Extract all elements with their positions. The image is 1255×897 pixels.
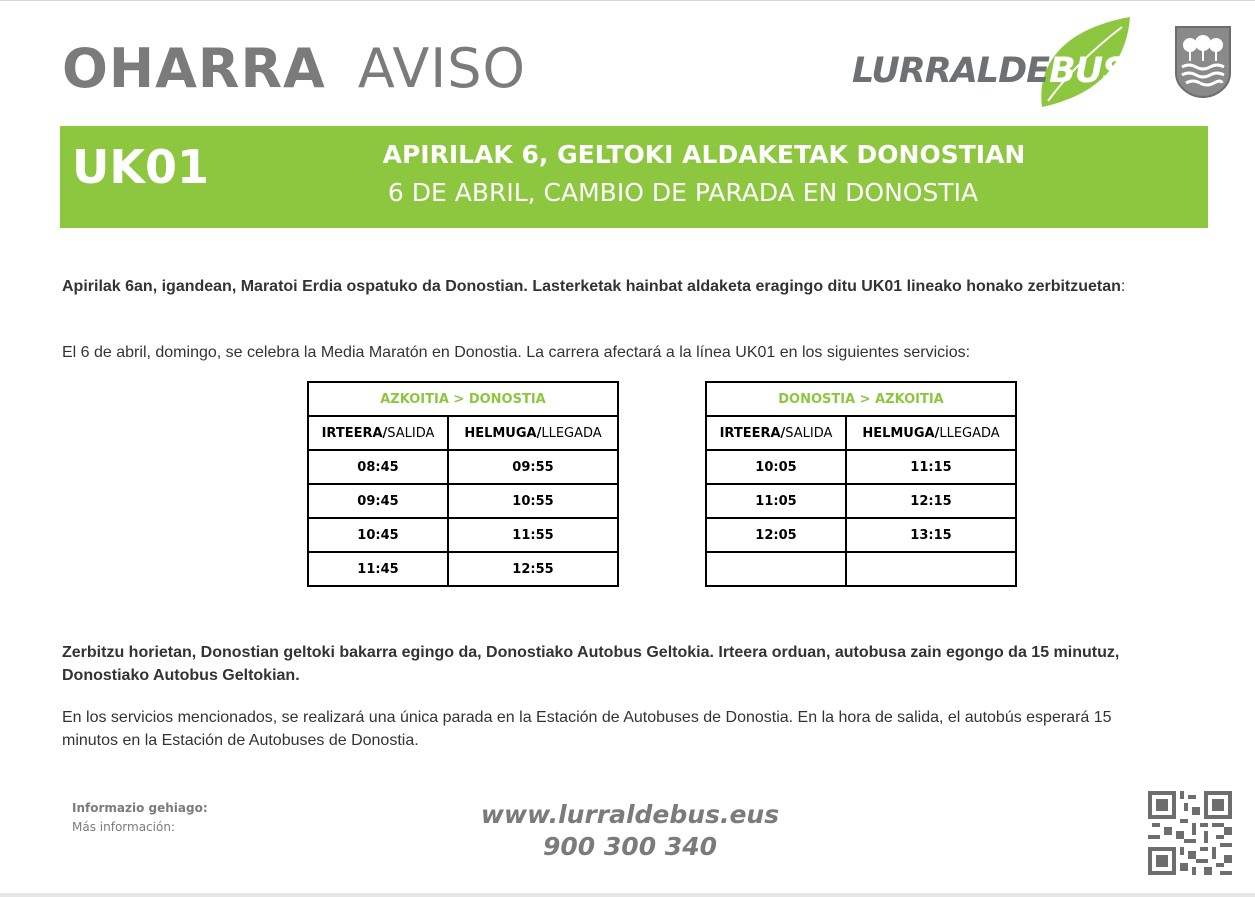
departure-time: 11:05 [706, 484, 846, 518]
qr-code-icon[interactable] [1148, 791, 1232, 875]
title-basque: OHARRA [62, 37, 326, 100]
table-row [308, 518, 618, 552]
arrival-time: 12:15 [846, 484, 1016, 518]
banner-title-spanish: 6 DE ABRIL, CAMBIO DE PARADA EN DONOSTIA [387, 178, 979, 207]
table-row [308, 552, 618, 586]
arrival-time: 09:55 [448, 450, 618, 484]
column-header-departure: IRTEERA/SALIDA [706, 416, 846, 450]
table-row [706, 518, 1016, 552]
departure-time: 09:45 [308, 484, 448, 518]
more-info-basque: Informazio gehiago: [72, 801, 208, 815]
page-title [62, 37, 526, 100]
departure-time [706, 552, 846, 586]
arrival-time: 11:55 [448, 518, 618, 552]
schedule-table-donostia-azkoitia [705, 381, 1017, 587]
column-header-arrival: HELMUGA/LLEGADA [846, 416, 1016, 450]
logo-text-main: LURRALDE [852, 51, 1050, 91]
phone-number[interactable]: 900 300 340 [543, 832, 717, 861]
departure-time: 08:45 [308, 450, 448, 484]
table-row [706, 484, 1016, 518]
departure-time: 11:45 [308, 552, 448, 586]
arrival-time: 10:55 [448, 484, 618, 518]
table-row [706, 450, 1016, 484]
lurraldebus-logo [852, 15, 1132, 109]
more-info-label [72, 799, 208, 837]
intro-basque [62, 275, 1157, 298]
route-header: DONOSTIA > AZKOITIA [706, 382, 1016, 416]
contact-block [480, 799, 780, 863]
arrival-time: 11:15 [846, 450, 1016, 484]
arrival-time: 12:55 [448, 552, 618, 586]
line-code: UK01 [72, 140, 210, 194]
column-header-arrival: HELMUGA/LLEGADA [448, 416, 618, 450]
arrival-time [846, 552, 1016, 586]
intro-basque-colon: : [1120, 278, 1126, 295]
title-spanish: AVISO [357, 37, 526, 100]
more-info-spanish: Más información: [72, 820, 175, 834]
departure-time: 10:05 [706, 450, 846, 484]
notice-basque: Zerbitzu horietan, Donostian geltoki bakarra egingo da, Donostiako Autobus Geltokia. Irteera orduan, autobusa zain egongo da 15 minutuz, Donostiako Autobus Geltokian. [62, 644, 1120, 684]
column-header-departure: IRTEERA/SALIDA [308, 416, 448, 450]
departure-time: 10:45 [308, 518, 448, 552]
logo-text-accent: BUS [1049, 51, 1127, 91]
website-link[interactable]: www.lurraldebus.eus [480, 800, 780, 829]
schedule-table-azkoitia-donostia [307, 381, 619, 587]
table-row [706, 552, 1016, 586]
route-header: AZKOITIA > DONOSTIA [308, 382, 618, 416]
banner-title-basque: APIRILAK 6, GELTOKI ALDAKETAK DONOSTIAN [382, 140, 1026, 169]
title-banner [60, 126, 1208, 228]
notice-spanish: En los servicios mencionados, se realizará una única parada en la Estación de Autobuses de Donostia. En la hora de salida, el autobús esperará 15 minutos en la Estación de Autobuses de Donostia. [62, 709, 1112, 749]
intro-spanish: El 6 de abril, domingo, se celebra la Media Maratón en Donostia. La carrera afectará a la línea UK01 en los siguientes servicios: [62, 344, 971, 361]
departure-time: 12:05 [706, 518, 846, 552]
table-row [308, 484, 618, 518]
gipuzkoa-crest-icon [1174, 25, 1232, 99]
table-row [308, 450, 618, 484]
arrival-time: 13:15 [846, 518, 1016, 552]
intro-basque-text: Apirilak 6an, igandean, Maratoi Erdia ospatuko da Donostian. Lasterketak hainbat aldaketa eragingo ditu UK01 lineako honako zerbitzuetan [62, 278, 1121, 295]
